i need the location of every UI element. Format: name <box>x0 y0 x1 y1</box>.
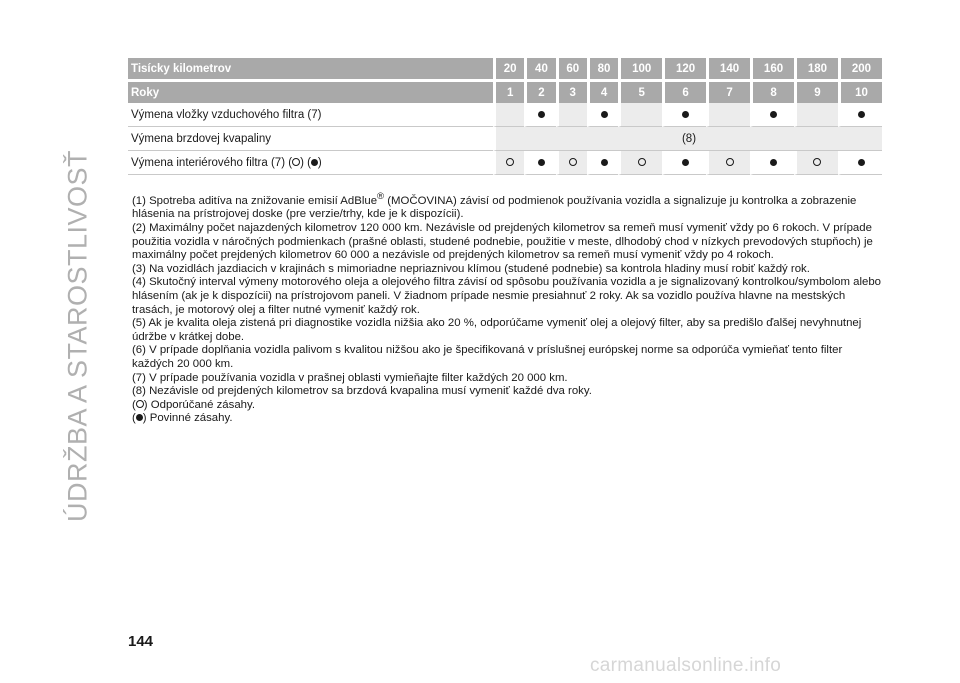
row-label: Výmena vložky vzduchového filtra (7) <box>128 103 493 127</box>
year-header-cell: 5 <box>618 82 662 103</box>
footnote: (4) Skutočný interval výmeny motorového oleja a olejového filtra závisí od spôsobu používania vozidla a je signalizovaný kontrolkou/symbolom alebo hlásením (ak je k dispozícii) na prístrojovom paneli. V žiadnom prípade nesmie presiahnuť 2 roky. Ak sa vozidlo používa hlavne na mestských trasách, je motorový olej a filter nutné vymeniť každý rok. <box>132 276 882 316</box>
schedule-cell <box>794 103 838 127</box>
recommended-ring-icon <box>726 158 734 166</box>
mandatory-dot-icon <box>136 414 143 421</box>
mandatory-dot-icon <box>601 159 608 166</box>
km-header-cell: 200 <box>838 58 882 82</box>
page-number: 144 <box>128 633 154 650</box>
legend-mandatory <box>132 412 882 426</box>
mandatory-dot-icon <box>858 111 865 118</box>
legend-recommended <box>132 399 882 413</box>
schedule-cell <box>587 103 618 127</box>
year-header-cell: 7 <box>706 82 750 103</box>
row-label-text: Výmena interiérového filtra (7) ( <box>131 156 293 169</box>
year-header-cell: 10 <box>838 82 882 103</box>
footnote: (5) Ak je kvalita oleja zistená pri diagnostike vozidla nižšia ako 20 %, odporúčame vymeniť olej a olejový filter, aby sa predišlo ďalšej nevyhnutnej údržbe v krátkej dobe. <box>132 317 862 343</box>
schedule-cell <box>587 151 618 175</box>
km-header-cell: 140 <box>706 58 750 82</box>
row-label-text: ) <box>317 156 322 169</box>
km-header-cell: 160 <box>750 58 794 82</box>
mandatory-dot-icon <box>311 159 318 166</box>
km-header-row <box>128 58 882 82</box>
footnote: (3) Na vozidlách jazdiacich v krajinách s mimoriadne nepriaznivou klímou (studené podnebie) sa kontrola hladiny musí robiť každý rok. <box>132 262 810 275</box>
schedule-cell <box>524 103 555 127</box>
row-label-text: ) ( <box>300 156 311 169</box>
schedule-cell <box>750 103 794 127</box>
recommended-ring-icon <box>506 158 514 166</box>
chapter-side-title-text: ÚDRŽBA A STAROSTLIVOSŤ <box>62 149 93 523</box>
recommended-ring-icon <box>638 158 646 166</box>
schedule-cell <box>524 151 555 175</box>
footnotes <box>132 190 882 426</box>
maintenance-schedule-table <box>128 58 882 175</box>
row-label <box>128 151 493 175</box>
km-header-cell: 120 <box>662 58 706 82</box>
mandatory-dot-icon <box>538 111 545 118</box>
schedule-cell <box>493 103 524 127</box>
mandatory-dot-icon <box>858 159 865 166</box>
schedule-cell <box>618 151 662 175</box>
year-header-cell: 8 <box>750 82 794 103</box>
schedule-cell <box>706 151 750 175</box>
year-header-cell: 4 <box>587 82 618 103</box>
km-header-cell: 100 <box>618 58 662 82</box>
year-header-cell: 3 <box>556 82 587 103</box>
recommended-ring-icon <box>292 158 300 166</box>
watermark: carmanualsonline.info <box>590 655 782 676</box>
mandatory-dot-icon <box>601 111 608 118</box>
year-header-cell: 1 <box>493 82 524 103</box>
km-header-cell: 20 <box>493 58 524 82</box>
year-header-cell: 2 <box>524 82 555 103</box>
recommended-ring-icon <box>136 400 144 408</box>
table-row-cabin-filter <box>128 151 882 175</box>
row-label: Výmena brzdovej kvapaliny <box>128 127 493 151</box>
schedule-cell <box>556 151 587 175</box>
mandatory-dot-icon <box>682 159 689 166</box>
recommended-ring-icon <box>569 158 577 166</box>
table-row-air-filter <box>128 103 882 127</box>
schedule-cell <box>794 151 838 175</box>
schedule-cell <box>706 103 750 127</box>
km-header-cell: 40 <box>524 58 555 82</box>
year-header-cell: 9 <box>794 82 838 103</box>
brake-fluid-span-cell: (8) <box>493 127 882 151</box>
mandatory-dot-icon <box>770 111 777 118</box>
mandatory-dot-icon <box>770 159 777 166</box>
recommended-ring-icon <box>813 158 821 166</box>
schedule-cell <box>493 151 524 175</box>
footnote: (7) V prípade používania vozidla v prašnej oblasti vymieňajte filter každých 20 000 km. <box>132 371 568 384</box>
schedule-cell <box>662 151 706 175</box>
years-header-row <box>128 82 882 103</box>
table-row-brake-fluid <box>128 127 882 151</box>
km-header-cell: 80 <box>587 58 618 82</box>
year-header-cell: 6 <box>662 82 706 103</box>
registered-mark: ® <box>377 191 385 202</box>
years-header-label: Roky <box>128 82 493 103</box>
schedule-cell <box>618 103 662 127</box>
km-header-cell: 180 <box>794 58 838 82</box>
legend-text: ) Povinné zásahy. <box>142 412 233 425</box>
legend-text: ( <box>132 412 136 425</box>
km-header-label: Tisícky kilometrov <box>128 58 493 82</box>
schedule-cell <box>556 103 587 127</box>
footnote <box>132 190 882 222</box>
legend-text: ( <box>132 398 136 411</box>
footnote: (2) Maximálny počet najazdených kilometrov 120 000 km. Nezávisle od prejdených kilometrov sa remeň musí vymeniť vždy po 6 rokoch. V prípade použitia vozidla v náročných podmienkach (prašné oblasti, studené podnebie, použitie v meste, dlhodobý chod v nízkych prevodových stupňoch) je maximálny počet prejdených kilometrov 60 000 a nezávisle od prejdených kilometrov sa remeň musí vymeniť vždy po 4 rokoch. <box>132 221 873 262</box>
km-header-cell: 60 <box>556 58 587 82</box>
schedule-cell <box>838 151 882 175</box>
schedule-cell <box>838 103 882 127</box>
footnote: (8) Nezávisle od prejdených kilometrov sa brzdová kvapalina musí vymeniť každé dva roky. <box>132 385 592 398</box>
schedule-cell <box>750 151 794 175</box>
footnote-text: (1) Spotreba aditíva na znižovanie emisií AdBlue <box>132 194 378 207</box>
footnote: (6) V prípade doplňania vozidla palivom s kvalitou nižšou ako je špecifikovaná v príslušnej európskej norme sa odporúča vymieňať tento filter každých 20 000 km. <box>132 344 843 370</box>
legend-text: ) Odporúčané zásahy. <box>143 398 256 411</box>
footnote-text: (MOČOVINA) závisí od podmienok používania vozidla a signalizuje ju kontrolka a zobrazenie hlásenia na prístrojovej doske (pre verzie/trhy, kde je k dispozícii). <box>132 194 857 221</box>
mandatory-dot-icon <box>682 111 689 118</box>
schedule-cell <box>662 103 706 127</box>
mandatory-dot-icon <box>538 159 545 166</box>
